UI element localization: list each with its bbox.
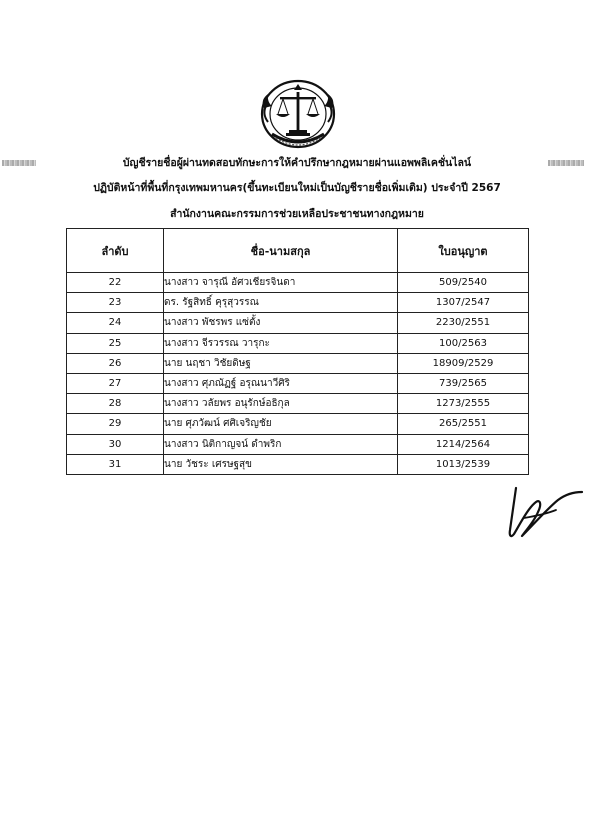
row-number: 24 [67,313,164,333]
header-license: ใบอนุญาต [398,229,529,273]
table-row [67,353,529,373]
row-number: 30 [67,434,164,454]
row-number: 26 [67,353,164,373]
table-row [67,454,529,474]
row-license: 2230/2551 [398,313,529,333]
table-row [67,273,529,293]
row-name: นางสาว จารุณี อัศวเชียรจินดา [164,273,398,293]
row-name: นางสาว ศุภณัฏฐ์ อรุณนาวีศิริ [164,373,398,393]
row-number: 25 [67,333,164,353]
row-license: 265/2551 [398,414,529,434]
row-license: 509/2540 [398,273,529,293]
row-license: 1214/2564 [398,434,529,454]
table-row [67,293,529,313]
row-number: 27 [67,373,164,393]
table-row [67,414,529,434]
row-name: ดร. รัฐสิทธิ์ คุรุสุวรรณ [164,293,398,313]
scales-of-justice-seal-icon [258,78,338,150]
row-name: นางสาว นิติกาญจน์ ดำพริก [164,434,398,454]
row-name: นางสาว วลัยพร อนุรักษ์อธิกุล [164,394,398,414]
header-name: ชื่อ-นามสกุล [164,229,398,273]
issuing-agency: สำนักงานคณะกรรมการช่วยเหลือประชาชนทางกฎหมาย [170,208,424,220]
handwritten-signature-icon [502,478,584,544]
row-number: 29 [67,414,164,434]
row-name: นางสาว จีรวรรณ วารุกะ [164,333,398,353]
document-title: บัญชีรายชื่อผู้ผ่านทดสอบทักษะการให้คำปรึกษากฎหมายผ่านแอพพลิเคชั่นไลน์ [122,157,472,169]
row-license: 1307/2547 [398,293,529,313]
header-number: ลำดับ [67,229,164,273]
row-license: 1273/2555 [398,394,529,414]
row-license: 739/2565 [398,373,529,393]
row-number: 31 [67,454,164,474]
row-name: นาย ศุภวัฒน์ ศศิเจริญชัย [164,414,398,434]
row-number: 28 [67,394,164,414]
table-row [67,333,529,353]
table-header-row [67,229,529,273]
roster-table [66,228,529,475]
row-name: นางสาว พัชรพร แซ่ตั้ง [164,313,398,333]
row-license: 18909/2529 [398,353,529,373]
row-name: นาย นฤชา วิชัยดิษฐ [164,353,398,373]
table-row [67,434,529,454]
row-name: นาย วัชระ เศรษฐสุข [164,454,398,474]
table-row [67,394,529,414]
table-row [67,373,529,393]
table-row [67,313,529,333]
document-subtitle: ปฏิบัติหน้าที่พื้นที่กรุงเทพมหานคร(ขึ้นทะเบียนใหม่เป็นบัญชีรายชื่อเพิ่มเติม) ประจำปี 2567 [93,182,501,194]
row-license: 1013/2539 [398,454,529,474]
row-number: 23 [67,293,164,313]
row-number: 22 [67,273,164,293]
row-license: 100/2563 [398,333,529,353]
